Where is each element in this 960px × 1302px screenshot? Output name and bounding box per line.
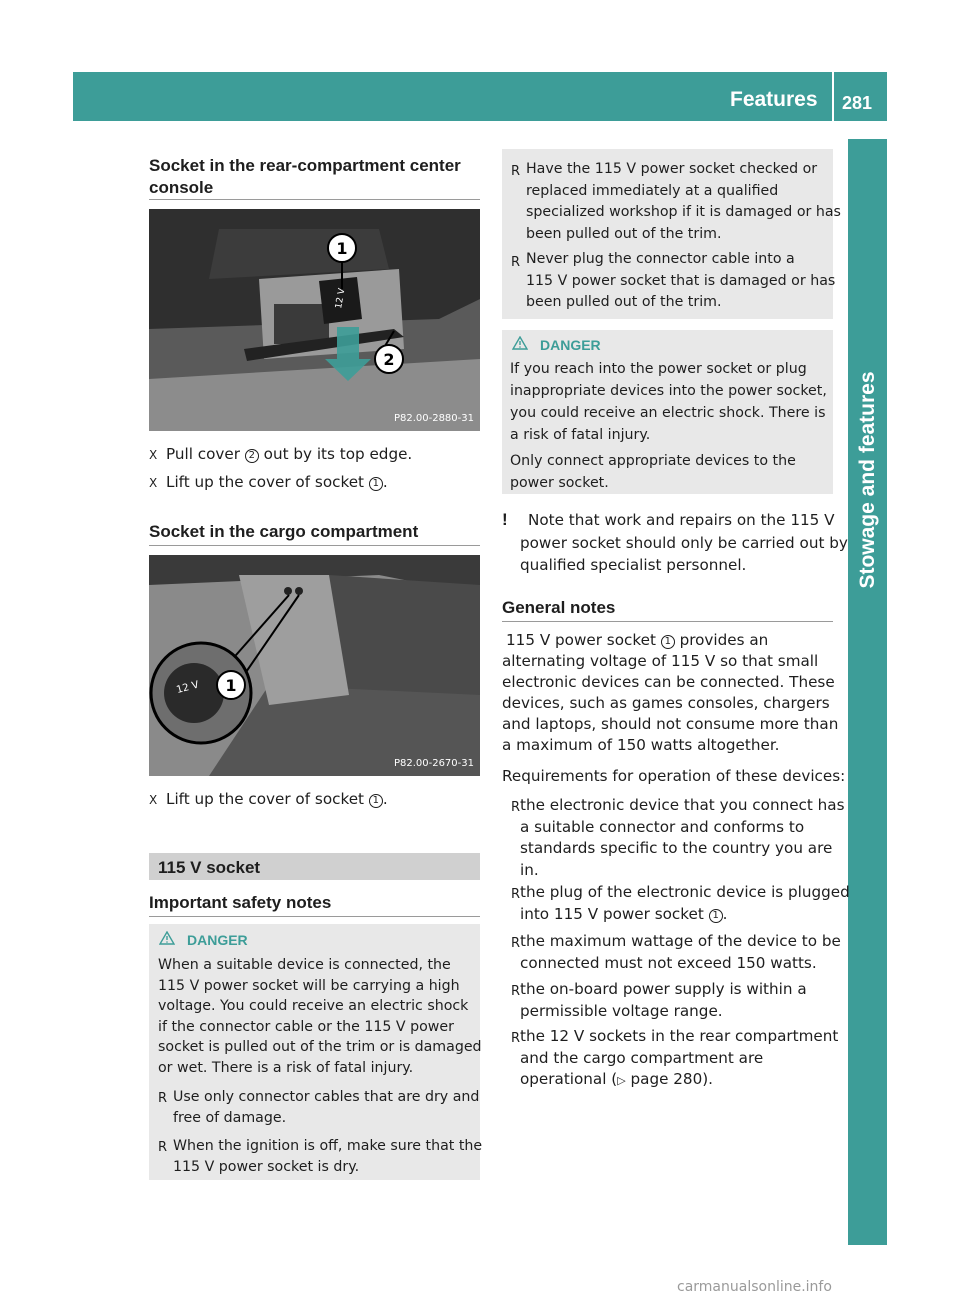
req-bullet-voltage: the on-board power supply is within a permissible voltage range.: [520, 980, 807, 1020]
svg-text:1: 1: [225, 676, 237, 695]
danger-bullet-dry-cables: Use only connector cables that are dry and free of damage.: [173, 1089, 480, 1126]
cargo-photo: [149, 555, 480, 776]
box-bullet-check-socket: Have the 115 V power socket checked or replaced immediately at a qualified specialized workshop if it is damaged or has been pulled out of the trim.: [526, 161, 841, 242]
side-tab-label: Stowage and features: [855, 371, 879, 589]
rear-console-photo: [149, 209, 480, 431]
socket-12v-label: 12 V: [334, 287, 348, 310]
heading-rule: [149, 916, 480, 917]
danger-text-left: When a suitable device is connected, the 115 V power socket will be carrying a high voltage. You could receive an electric shock if the connector cable or the 115 V power socket is pulled out of the trim or is damaged or wet. There is a risk of fatal injury.: [158, 957, 482, 1076]
safety-heading: Important safety notes: [149, 893, 332, 912]
req-bullet-wattage: the maximum wattage of the device to be connected must not exceed 150 watts.: [520, 932, 841, 972]
note-icon: !: [502, 510, 508, 529]
bullet-icon: R: [511, 255, 521, 270]
step-lift-cover-cargo: X Lift up the cover of socket 1 .: [149, 788, 388, 812]
bullet-icon: R: [511, 936, 521, 951]
svg-text:2: 2: [383, 350, 395, 369]
danger-label: DANGER: [187, 932, 248, 948]
step-marker-icon: X: [149, 448, 158, 462]
callout-1-inline-icon: 1: [369, 794, 383, 808]
callout-1-inline-icon: 1: [709, 909, 723, 923]
callout-2-inline-icon: 2: [245, 449, 259, 463]
bullet-icon: R: [511, 984, 521, 999]
bullet-icon: R: [511, 887, 521, 902]
page-ref-link[interactable]: page 280).: [625, 1070, 713, 1088]
bullet-icon: R: [511, 1031, 521, 1046]
general-notes-text: 115 V power socket 1 provides an alternating voltage of 115 V so that small electronic devices can be connected. These devices, such as games consoles, chargers and laptops, should not consume more than a maximum of 150 watts altogether.: [502, 631, 839, 754]
danger-text-right: If you reach into the power socket or plug inappropriate devices into the power socket, you could receive an electric shock. There is a risk of fatal injury. Only connect appropriate devices to the power socket.: [510, 361, 827, 491]
danger-bullet-socket-dry: When the ignition is off, make sure that the 115 V power socket is dry.: [173, 1138, 483, 1175]
general-notes-heading: General notes: [502, 598, 616, 617]
bullet-icon: R: [158, 1091, 168, 1106]
socket-12v-label: 12 V: [175, 679, 201, 697]
page-number: 281: [842, 93, 873, 113]
callout-1-inline-icon: 1: [661, 635, 675, 649]
watermark: carmanualsonline.info: [677, 1279, 832, 1295]
warning-triangle-icon: [512, 336, 528, 350]
header-divider: [832, 72, 834, 121]
page-ref-arrow-icon: ▷: [617, 1074, 626, 1087]
cargo-heading: Socket in the cargo compartment: [149, 522, 419, 541]
step-lift-cover: X Lift up the cover of socket 1 .: [149, 471, 388, 495]
req-bullet-12v-sockets: the 12 V sockets in the rear compartment and the cargo compartment are operational (▷ page 280).: [520, 1027, 839, 1088]
section-title: 115 V socket: [158, 858, 261, 877]
heading-rule: [149, 199, 480, 200]
bullet-icon: R: [158, 1140, 168, 1155]
rear-socket-heading: Socket in the rear-compartment center console: [149, 156, 461, 197]
step-marker-icon: X: [149, 793, 158, 807]
side-tab: [848, 139, 887, 1245]
chapter-title: Features: [730, 88, 818, 111]
box-bullet-never-plug: Never plug the connector cable into a 115 V power socket that is damaged or has been pulled out of the trim.: [526, 251, 836, 310]
warning-triangle-icon: [159, 931, 175, 945]
svg-text:1: 1: [336, 239, 348, 258]
requirements-intro: Requirements for operation of these devices:: [502, 767, 846, 785]
bullet-icon: R: [511, 164, 521, 179]
callout-1-inline-icon: 1: [369, 477, 383, 491]
photo-caption: P82.00-2670-31: [393, 758, 474, 769]
note-text: Note that work and repairs on the 115 V power socket should only be carried out by qualified specialist personnel.: [520, 511, 848, 574]
photo-caption: P82.00-2880-31: [393, 413, 474, 424]
danger-label: DANGER: [540, 337, 601, 353]
bullet-icon: R: [511, 800, 521, 815]
req-bullet-connector: the electronic device that you connect has a suitable connector and conforms to standards specific to the country you are in.: [520, 796, 845, 879]
step-marker-icon: X: [149, 476, 158, 490]
heading-rule: [502, 621, 833, 622]
step-pull-cover: X Pull cover 2 out by its top edge.: [149, 443, 412, 467]
req-bullet-plugged: the plug of the electronic device is plugged into 115 V power socket 1 .: [520, 883, 850, 923]
heading-rule: [149, 545, 480, 546]
